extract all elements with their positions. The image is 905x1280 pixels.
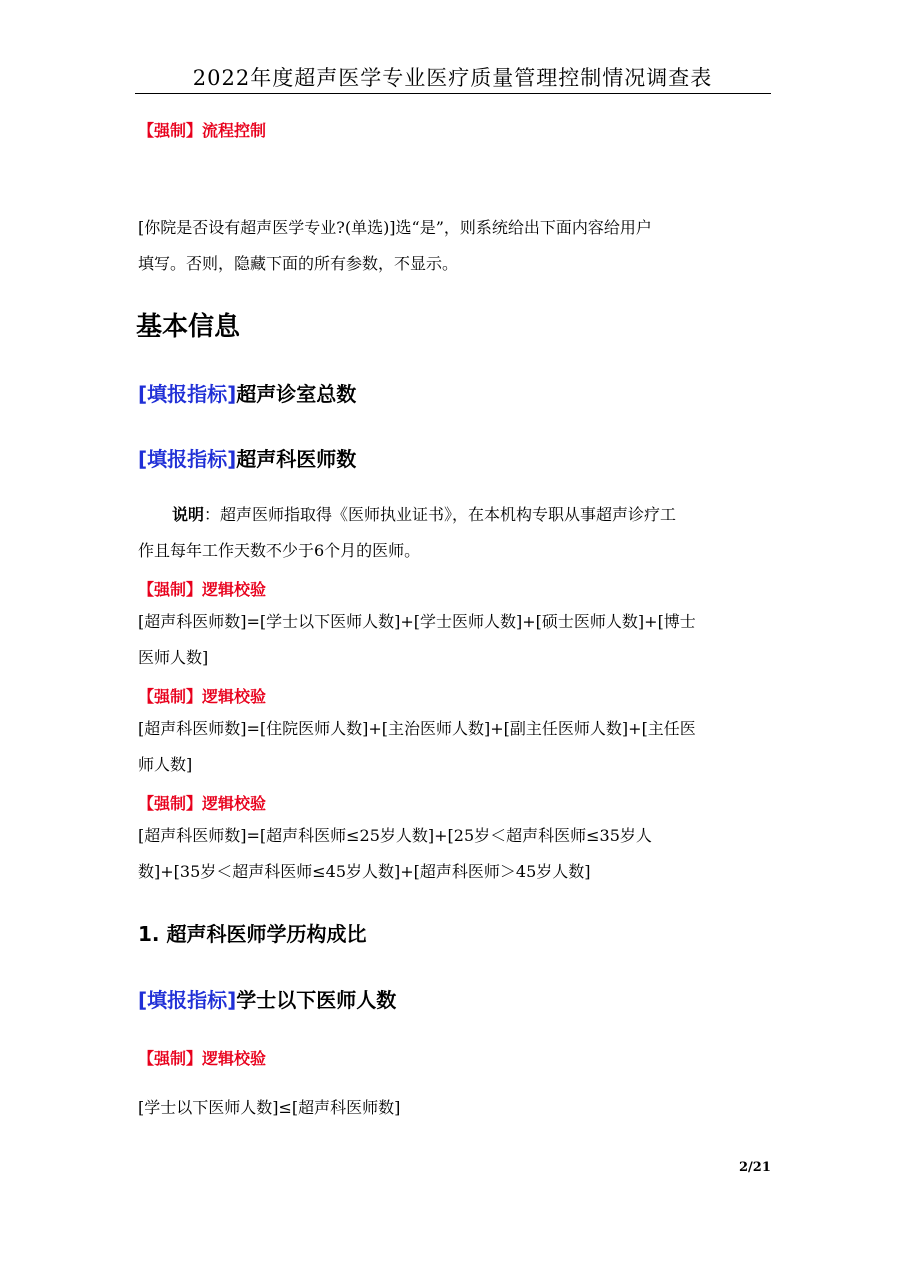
- indicator-physician-count: [138, 443, 356, 472]
- intro-line-2: 填写。否则，隐藏下面的所有参数，不显示。: [138, 254, 459, 273]
- subsection-number: 1.: [138, 922, 160, 946]
- logic-check-tag-3: 【强制】逻辑校验: [138, 794, 267, 813]
- indicator-consult-rooms: [138, 378, 356, 407]
- section-title-basic-info: 基本信息: [136, 312, 241, 342]
- formula-line: 医师人数]: [138, 648, 209, 667]
- flow-control-tag: 【强制】流程控制: [138, 121, 267, 140]
- subsection-title: 超声科医师学历构成比: [166, 922, 367, 946]
- logic-check-tag-1: 【强制】逻辑校验: [138, 580, 267, 599]
- indicator-tag: [填报指标]: [138, 382, 237, 406]
- indicator-tag: [填报指标]: [138, 988, 237, 1012]
- intro-paragraph: [138, 210, 774, 282]
- formula-line: [超声科医师数]=[学士以下医师人数]+[学士医师人数]+[硕士医师人数]+[博士: [138, 612, 696, 631]
- formula-line: [超声科医师数]=[超声科医师≤25岁人数]+[25岁＜超声科医师≤35岁人: [138, 826, 652, 845]
- note-label: 说明: [172, 505, 205, 524]
- note-text-1: 超声医师指取得《医师执业证书》，在本机构专职从事超声诊疗工: [220, 505, 677, 524]
- indicator-name: 超声诊室总数: [236, 382, 357, 406]
- logic-check-formula-4: [138, 1090, 774, 1126]
- formula-line: [超声科医师数]=[住院医师人数]+[主治医师人数]+[副主任医师人数]+[主任医: [138, 719, 696, 738]
- indicator-tag: [填报指标]: [138, 447, 237, 471]
- page-number: 2/21: [739, 1160, 771, 1175]
- indicator-below-bachelor: [138, 984, 396, 1013]
- formula-line: 师人数]: [138, 755, 193, 774]
- note-paragraph: [138, 497, 774, 569]
- formula-line: 数]+[35岁＜超声科医师≤45岁人数]+[超声科医师＞45岁人数]: [138, 862, 591, 881]
- logic-check-formula-2: [138, 711, 774, 783]
- logic-check-tag-2: 【强制】逻辑校验: [138, 687, 267, 706]
- formula-line: [学士以下医师人数]≤[超声科医师数]: [138, 1098, 401, 1117]
- subsection-education-ratio: [138, 918, 366, 947]
- intro-line-1: [你院是否设有超声医学专业?(单选)]选“是”，则系统给出下面内容给用户: [138, 218, 652, 237]
- note-colon: ：: [204, 505, 221, 524]
- page-header-title: 2022年度超声医学专业医疗质量管理控制情况调查表: [192, 66, 713, 90]
- note-line-1: [138, 497, 774, 533]
- logic-check-formula-3: [138, 818, 774, 890]
- note-line-2: 作且每年工作天数不少于6个月的医师。: [138, 541, 421, 560]
- header-rule: [135, 93, 771, 94]
- indicator-name: 学士以下医师人数: [236, 988, 397, 1012]
- logic-check-formula-1: [138, 604, 774, 676]
- logic-check-tag-4: 【强制】逻辑校验: [138, 1049, 267, 1068]
- indicator-name: 超声科医师数: [236, 447, 357, 471]
